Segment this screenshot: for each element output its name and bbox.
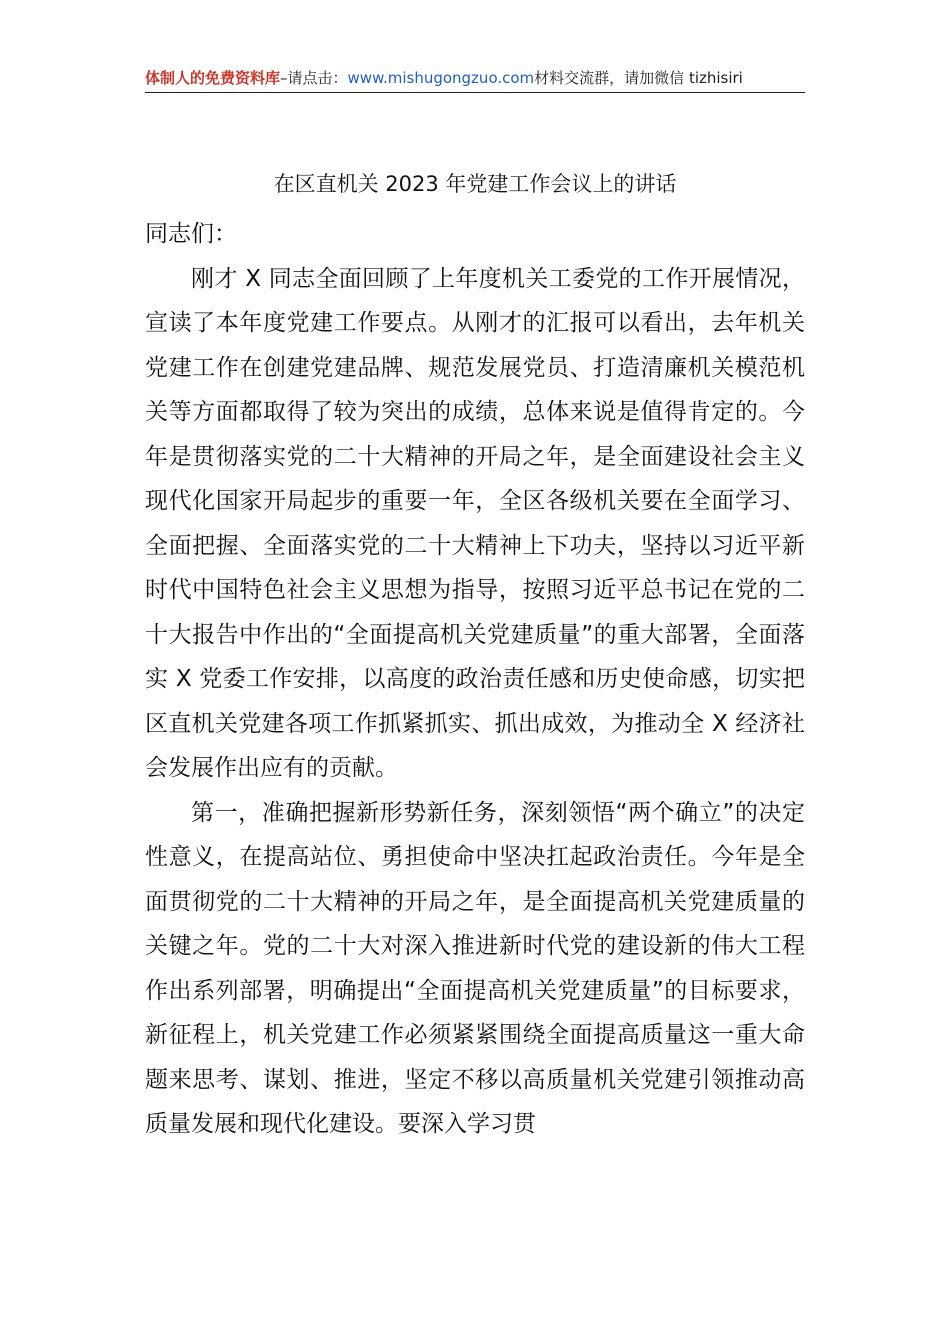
header-suffix: 材料交流群，请加微信 tizhisiri	[534, 69, 743, 87]
document-body	[145, 212, 805, 1147]
library-name: 体制人的免费资料库	[145, 69, 281, 87]
document-title: 在区直机关 2023 年党建工作会议上的讲话	[273, 172, 677, 196]
click-prefix: –请点击：	[280, 69, 348, 87]
page-header	[145, 64, 805, 93]
paragraph: 第一，准确把握新形势新任务，深刻领悟“两个确立”的决定性意义，在提高站位、勇担使命中坚决扛起政治责任。今年是全面贯彻党的二十大精神的开局之年，是全面提高机关党建质量的关键之年。党的二十大对深入推进新时代党的建设新的伟大工程作出系列部署，明确提出“全面提高机关党建质量”的目标要求，新征程上，机关党建工作必须紧紧围绕全面提高质量这一重大命题来思考、谋划、推进，坚定不移以高质量机关党建引领推动高质量发展和现代化建设。要深入学习贯	[145, 799, 805, 1137]
paragraph: 刚才 X 同志全面回顾了上年度机关工委党的工作开展情况，宣读了本年度党建工作要点。从刚才的汇报可以看出，去年机关党建工作在创建党建品牌、规范发展党员、打造清廉机关模范机关等方面都取得了较为突出的成绩，总体来说是值得肯定的。今年是贯彻落实党的二十大精神的开局之年，是全面建设社会主义现代化国家开局起步的重要一年，全区各级机关要在全面学习、全面把握、全面落实党的二十大精神上下功夫，坚持以习近平新时代中国特色社会主义思想为指导，按照习近平总书记在党的二十大报告中作出的“全面提高机关党建质量”的重大部署，全面落实 X 党委工作安排，以高度的政治责任感和历史使命感，切实把区直机关党建各项工作抓紧抓实、抓出成效，为推动全 X 经济社会发展作出应有的贡献。	[145, 265, 805, 781]
website-link[interactable]: www.mishugongzuo.com	[347, 69, 535, 87]
greeting: 同志们：	[145, 221, 237, 247]
